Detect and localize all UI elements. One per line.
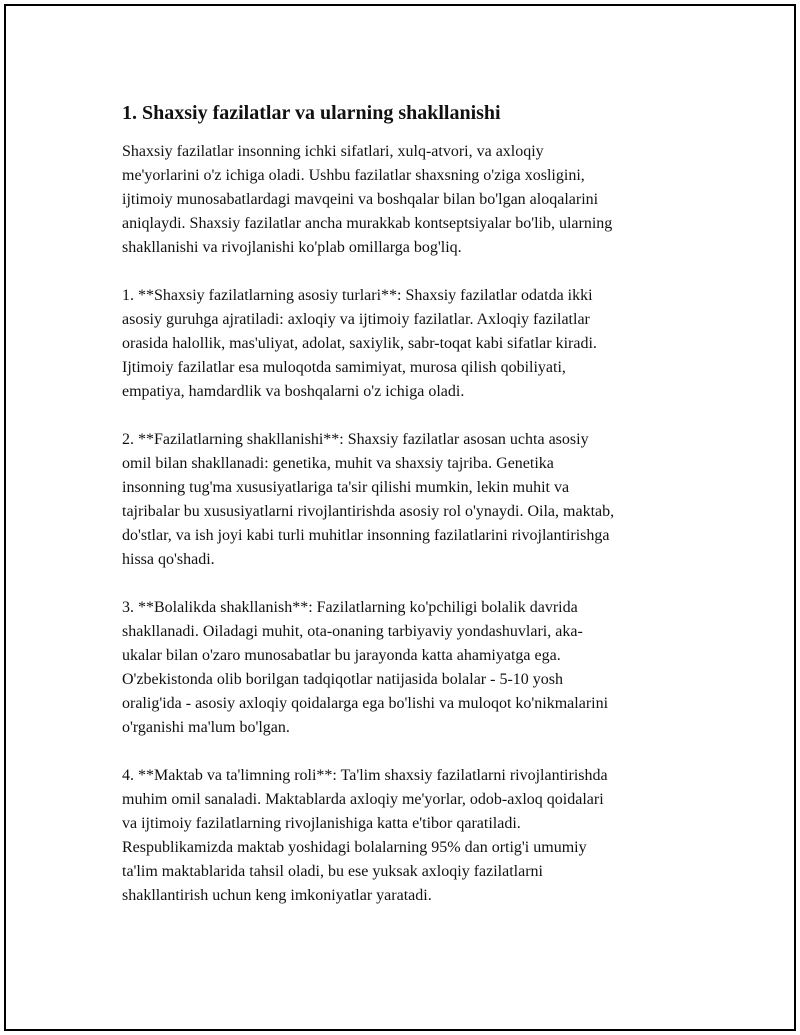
text-line: shakllanishi va rivojlanishi ko'plab omillarga bog'liq. <box>122 239 462 256</box>
text-line: va ijtimoiy fazilatlarning rivojlanishiga katta e'tibor qaratiladi. <box>122 815 521 832</box>
text-line: shakllanadi. Oiladagi muhit, ota-onaning tarbiyaviy yondashuvlari, aka- <box>122 623 583 640</box>
text-line: Respublikamizda maktab yoshidagi bolalarning 95% dan ortig'i umumiy <box>122 839 587 856</box>
paragraph-childhood <box>122 596 697 740</box>
text-line: orasida halollik, mas'uliyat, adolat, saxiylik, sabr-toqat kabi sifatlar kiradi. <box>122 335 597 352</box>
text-line: ukalar bilan o'zaro munosabatlar bu jarayonda katta ahamiyatga ega. <box>122 647 561 664</box>
text-line: hissa qo'shadi. <box>122 551 215 568</box>
text-line: 1. **Shaxsiy fazilatlarning asosiy turlari**: Shaxsiy fazilatlar odatda ikki <box>122 287 593 304</box>
document-title: 1. Shaxsiy fazilatlar va ularning shakllanishi <box>122 102 501 124</box>
text-line: 3. **Bolalikda shakllanish**: Fazilatlarning ko'pchiligi bolalik davrida <box>122 599 578 616</box>
text-line: shakllantirish uchun keng imkoniyatlar yaratadi. <box>122 887 432 904</box>
text-line: empatiya, hamdardlik va boshqalarni o'z ichiga oladi. <box>122 383 465 400</box>
text-line: do'stlar, va ish joyi kabi turli muhitlar insonning fazilatlarini rivojlantirishga <box>122 527 610 544</box>
text-line: 2. **Fazilatlarning shakllanishi**: Shaxsiy fazilatlar asosan uchta asosiy <box>122 431 589 448</box>
text-line: O'zbekistonda olib borilgan tadqiqotlar natijasida bolalar - 5-10 yosh <box>122 671 563 688</box>
text-line: ijtimoiy munosabatlardagi mavqeini va boshqalar bilan bo'lgan aloqalarini <box>122 191 599 208</box>
paragraph-intro <box>122 140 697 260</box>
text-line: me'yorlarini o'z ichiga oladi. Ushbu fazilatlar shaxsning o'ziga xosligini, <box>122 167 585 184</box>
paragraph-types <box>122 284 697 404</box>
text-line: insonning tug'ma xususiyatlariga ta'sir qilishi mumkin, lekin muhit va <box>122 479 570 496</box>
text-line: asosiy guruhga ajratiladi: axloqiy va ijtimoiy fazilatlar. Axloqiy fazilatlar <box>122 311 590 328</box>
text-line: omil bilan shakllanadi: genetika, muhit va shaxsiy tajriba. Genetika <box>122 455 554 472</box>
text-line: o'rganishi ma'lum bo'lgan. <box>122 719 290 736</box>
paragraph-school <box>122 764 697 908</box>
text-line: muhim omil sanaladi. Maktablarda axloqiy me'yorlar, odob-axloq qoidalari <box>122 791 604 808</box>
text-line: tajribalar bu xususiyatlarni rivojlantirishda asosiy rol o'ynaydi. Oila, maktab, <box>122 503 615 520</box>
page-frame <box>4 4 796 1031</box>
text-line: 4. **Maktab va ta'limning roli**: Ta'lim shaxsiy fazilatlarni rivojlantirishda <box>122 767 608 784</box>
text-line: ta'lim maktablarida tahsil oladi, bu ese yuksak axloqiy fazilatlarni <box>122 863 543 880</box>
text-line: oralig'ida - asosiy axloqiy qoidalarga ega bo'lishi va muloqot ko'nikmalarini <box>122 695 609 712</box>
document-content <box>122 100 697 932</box>
paragraph-formation <box>122 428 697 572</box>
text-line: Ijtimoiy fazilatlar esa muloqotda samimiyat, murosa qilish qobiliyati, <box>122 359 566 376</box>
text-line: Shaxsiy fazilatlar insonning ichki sifatlari, xulq-atvori, va axloqiy <box>122 143 544 160</box>
text-line: aniqlaydi. Shaxsiy fazilatlar ancha murakkab kontseptsiyalar bo'lib, ularning <box>122 215 613 232</box>
